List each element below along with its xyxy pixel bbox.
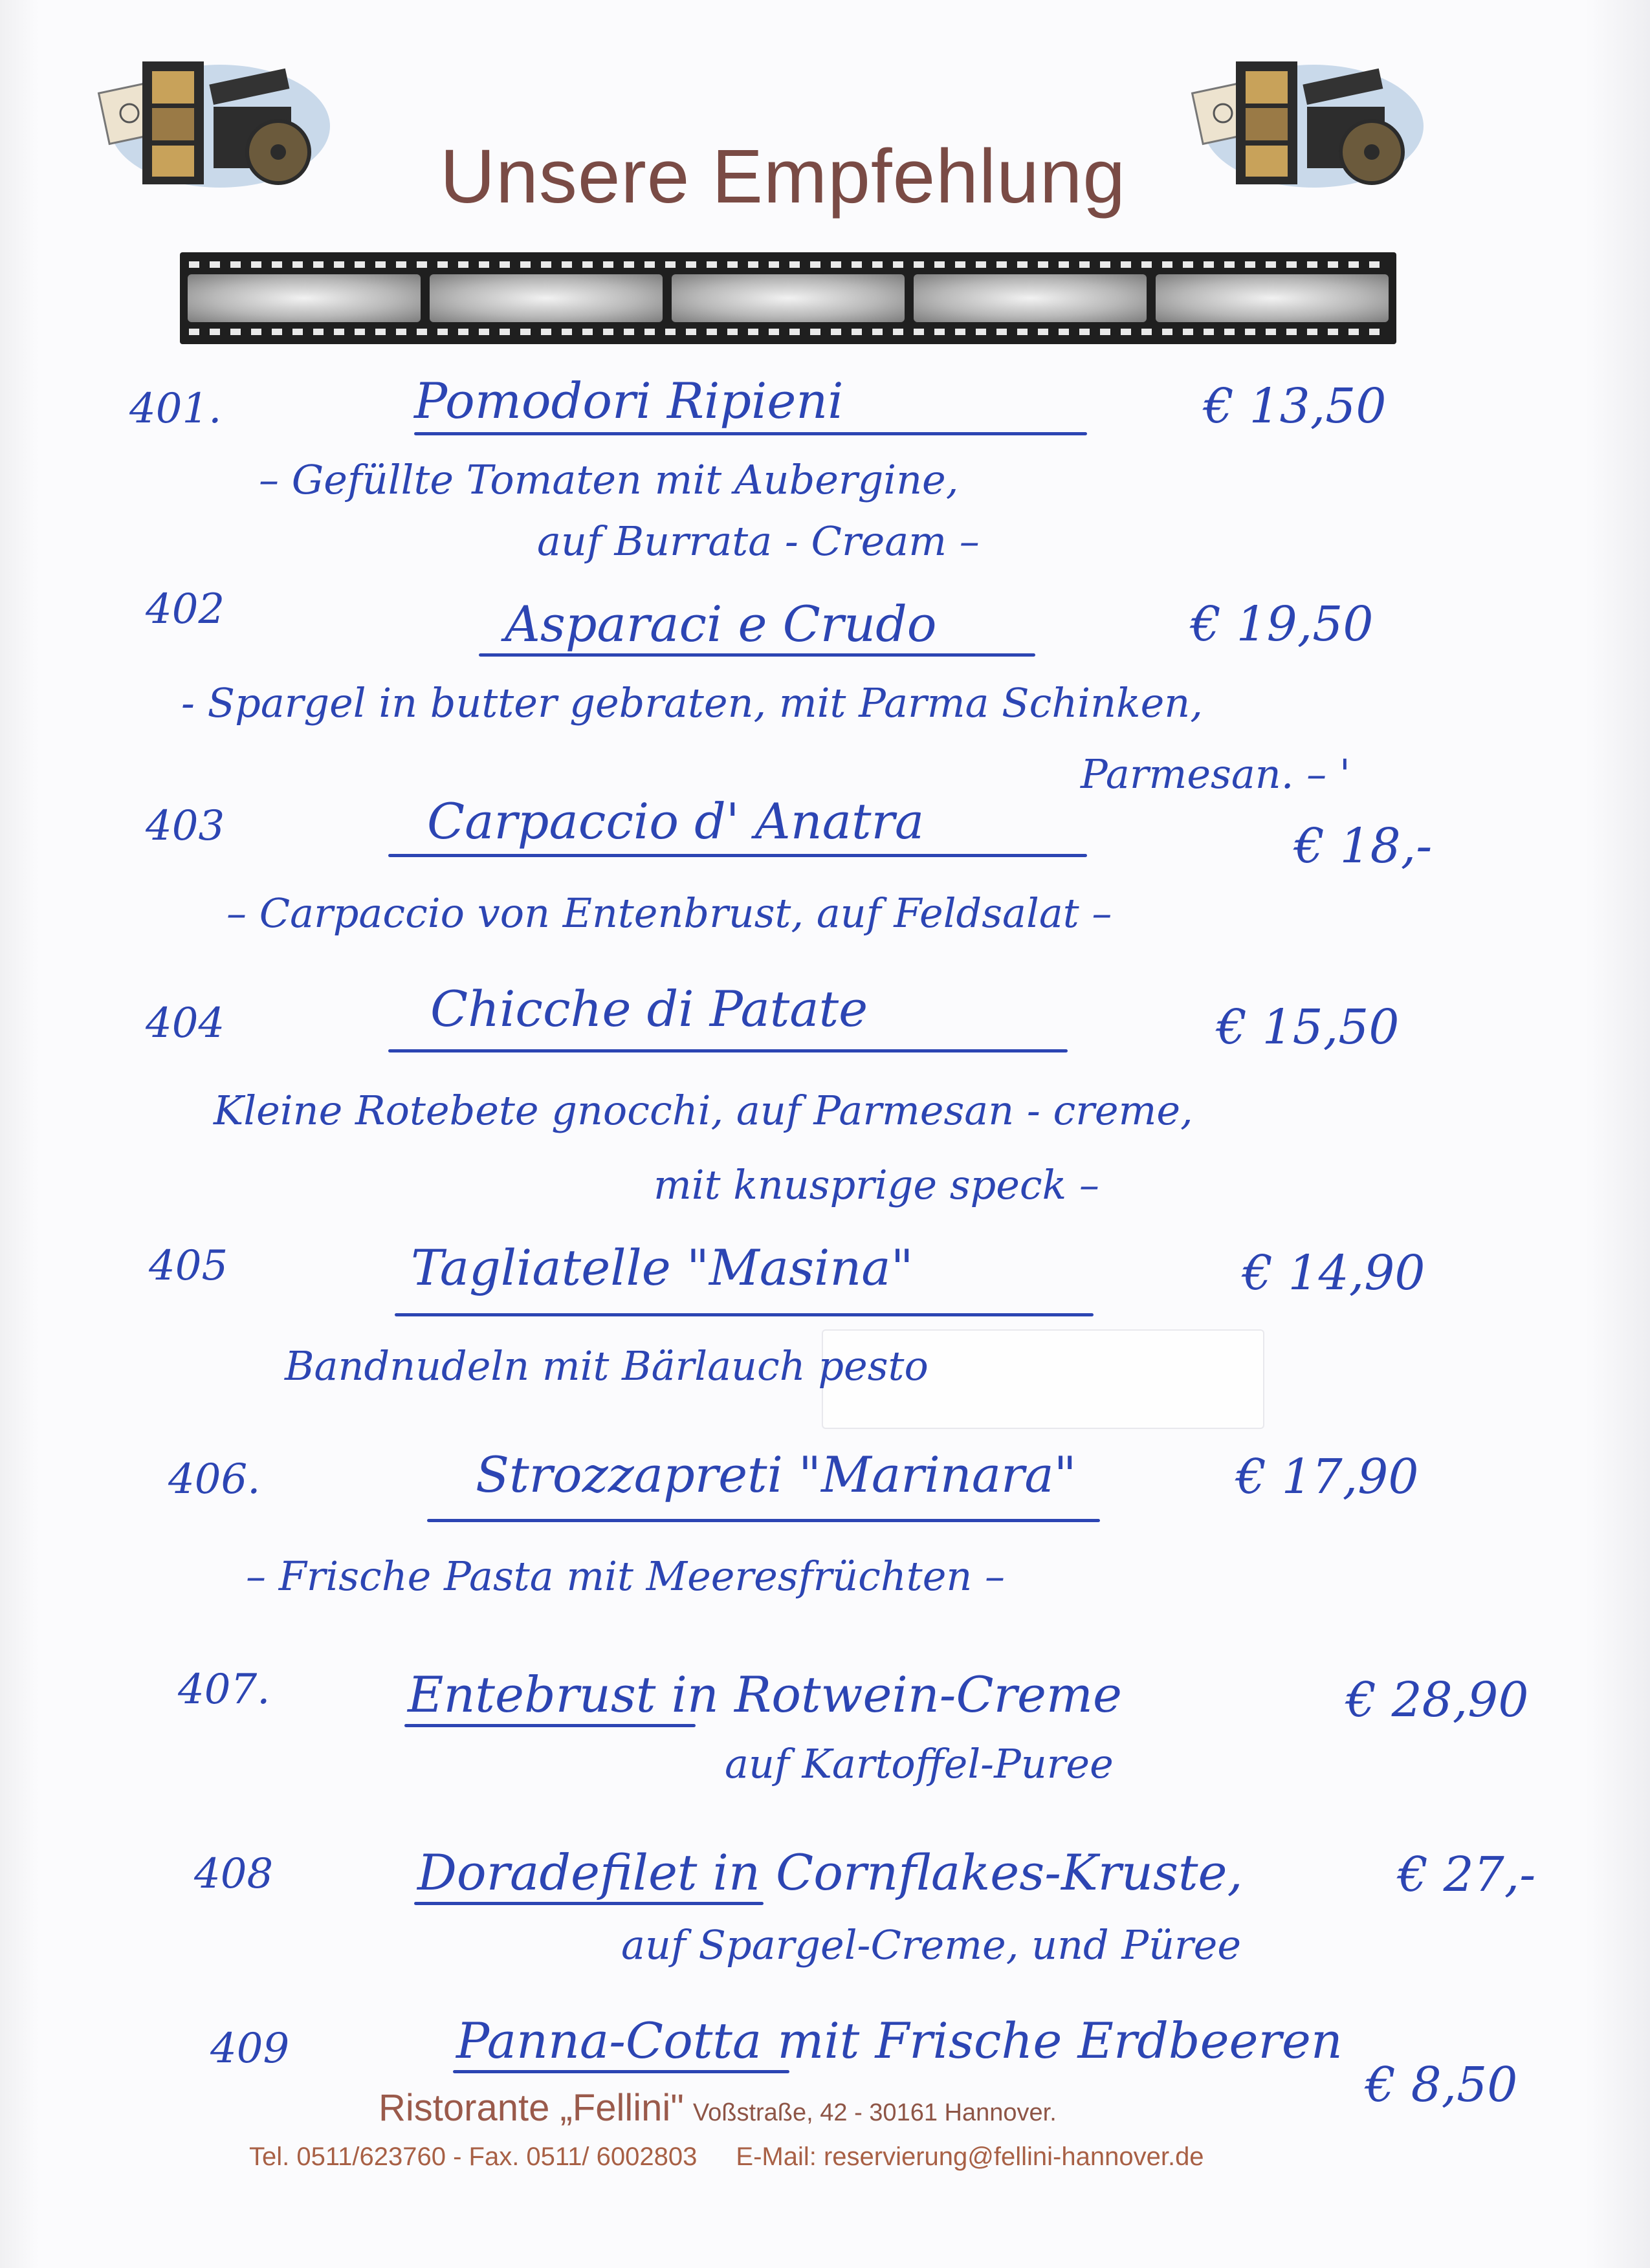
restaurant-name: Ristorante „Fellini": [379, 2087, 684, 2129]
phone-fax: Tel. 0511/623760 - Fax. 0511/ 6002803: [249, 2143, 698, 2171]
item-price: € 27,-: [1398, 1847, 1536, 1903]
restaurant-address: Voßstraße, 42 - 30161 Hannover.: [692, 2099, 1057, 2126]
item-price: € 18,-: [1294, 818, 1433, 874]
item-name: Carpaccio d' Anatra: [427, 792, 925, 850]
item-number: 401.: [129, 385, 222, 433]
item-description: Kleine Rotebete gnocchi, auf Parmesan - creme,: [214, 1087, 1193, 1134]
item-name: Entebrust in Rotwein-Creme: [408, 1666, 1122, 1723]
item-description: auf Spargel-Creme, und Püree: [621, 1921, 1242, 1968]
item-price: € 14,90: [1242, 1245, 1425, 1301]
item-name: Chicche di Patate: [430, 980, 868, 1038]
item-description: auf Burrata - Cream –: [537, 518, 980, 565]
item-number: 408: [194, 1850, 274, 1898]
item-number: 405: [149, 1242, 228, 1290]
page-title: Unsere Empfehlung: [440, 134, 1126, 219]
contact-info: [249, 2143, 1204, 2172]
item-price: € 15,50: [1216, 999, 1400, 1055]
item-description: Bandnudeln mit Bärlauch pesto: [285, 1342, 929, 1390]
item-number: 404: [146, 999, 225, 1047]
item-description: – Carpaccio von Entenbrust, auf Feldsalat –: [226, 889, 1112, 937]
item-price: € 28,90: [1346, 1672, 1529, 1728]
film-reel-icon: [1184, 49, 1424, 197]
item-number: 409: [210, 2025, 290, 2073]
item-number: 402: [146, 585, 225, 633]
film-strip-divider: [180, 252, 1396, 344]
item-price: € 17,90: [1236, 1449, 1419, 1505]
item-description: – Frische Pasta mit Meeresfrüchten –: [246, 1553, 1006, 1600]
restaurant-info: [379, 2086, 1057, 2130]
item-description: – Gefüllte Tomaten mit Aubergine,: [259, 456, 959, 503]
item-description: mit knusprige speck –: [654, 1161, 1099, 1208]
item-price: € 19,50: [1191, 596, 1374, 652]
item-description: Parmesan. – ': [1081, 750, 1350, 798]
item-price: € 13,50: [1204, 378, 1387, 434]
item-description: auf Kartoffel-Puree: [725, 1740, 1114, 1787]
item-description: - Spargel in butter gebraten, mit Parma Schinken,: [181, 679, 1203, 726]
film-clapper-icon: [91, 49, 330, 197]
item-name: Strozzapreti "Marinara": [476, 1446, 1077, 1503]
item-number: 403: [146, 802, 225, 850]
item-name: Pomodori Ripieni: [414, 372, 844, 430]
item-name: Tagliatelle "Masina": [411, 1239, 914, 1296]
item-price: € 8,50: [1365, 2057, 1518, 2113]
item-name: Asparaci e Crudo: [505, 595, 937, 653]
item-number: 406.: [168, 1456, 261, 1503]
item-name: Doradefilet in Cornflakes-Kruste,: [417, 1844, 1243, 1901]
item-name: Panna-Cotta mit Frische Erdbeeren: [456, 2012, 1343, 2069]
item-number: 407.: [178, 1666, 270, 1714]
email-address[interactable]: E-Mail: reservierung@fellini-hannover.de: [736, 2143, 1204, 2171]
